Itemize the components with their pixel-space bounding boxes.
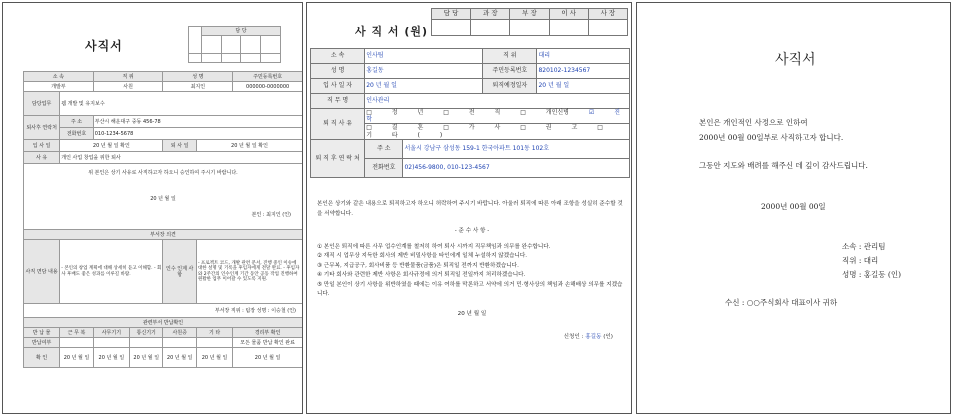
rule-item: ③ 근무복, 지급공구, 회사비품 등 반환물품(금품)은 퇴직일 전까지 반환하겠습니다. <box>317 262 519 269</box>
resignation-form-1 <box>2 2 303 414</box>
rule-item: ④ 기타 회사와 관련한 제반 사항은 회사규정에 의거 퇴직일 전일까지 처리하겠습니다. <box>317 272 526 278</box>
resignation-letter: 사직서 본인은 개인적인 사정으로 인하여 2000년 00월 00일부로 사직하고자 합니다. 그동안 지도와 배려를 해주신 데 깊이 감사드립니다. 2000년 00월 00일 소속 : 관리팀 직위 : 대리 성명 : 홍길동 (인) 수신 : ○○주식회사 대표이사 귀하 <box>636 2 951 414</box>
approval-box: 담 당 <box>188 26 281 63</box>
rule-item: ⑤ 만일 본인이 상기 사항을 위반하였을 때에는 이유 여하를 막론하고 서약에 의거 민·형사상의 책임과 손해배상 의무를 지겠습니다. <box>317 281 623 297</box>
form-table: 소 속 직 위 성 명 주민등록번호 개발부 사원 최지인 000000-0000000 담당업무 웹 개발 및 유지보수 퇴사후 연락처 주 소 부산시 해운대구 중동 456-78 전화번호 010-1234-5678 입 사 일 20 년 월 일 확인 퇴 사 일 20 년 월 일 확인 사 유 개인 사업 창업을 위한 퇴사 위 본인은 상기 사유로 사직하고자 하오니 승인하여 주시기 바랍니다. 20 년 월 일 본인 : 최지인 (인) 부서장 의견 사직 면담 내용 - 본인의 창업 계획에 대해 상세히 듣고 이해함. - 회사 후배도 좋은 성과를 이루길 바람. 인수 인계 사항 - 프로젝트 코드, 개발 관련 문서, 진행 중인 이슈에 대한 설명 및 기록을 후임자에게 전달 완료. - 후임자와 2주간의 인수인계 기간 동안 공동 작업 진행하여 원활한 업무 이어갈 수 있도록 지원. 부서장 직위 : 팀장 성명 : 이승철 (인) 관련부서 반납확인 반 납 물 근 무 복 사무기기 통신기기 사원증 기 타 경리부 확인 반납여부 모든 물품 반납 확인 완료 확 인 20 년 월 일 20 년 월 일 20 년 월 일 20 년 월 일 20 년 월 일 20 년 월 일 <box>23 71 303 368</box>
rule-item: ② 재직 시 업무상 지득한 회사의 제반 비밀사항을 타인에게 일체 누설하지 않겠습니다. <box>317 253 528 259</box>
rule-item: ① 본인은 퇴직에 따른 사무 업수인계를 철저히 하여 퇴사 시까지 직무책임과 의무를 완수합니다. <box>317 243 551 250</box>
page-title: 사직서 <box>775 52 816 68</box>
page-title: 사 직 서 (원) <box>355 25 429 38</box>
page-title: 사직서 <box>85 39 123 53</box>
form-body: 본인은 상기와 같은 내용으로 퇴직하고자 하오니 허락하여 주시기 바랍니다. 아울러 퇴직에 따른 아래 조항을 성실히 준수할 것을 서약합니다. - 준 수 사 항 - ① 본인은 퇴직에 따른 사무 업수인계를 철저히 하여 퇴사 시까지 직무책임과 의무를 완수합니다. ② 재직 시 업무상 지득한 회사의 제반 비밀사항을 타인에게 일체 누설하지 않겠습니다. ③ 근무복, 지급공구, 회사비품 등 반환물품(금품)은 퇴직일 전까지 반환하겠습니다. ④ 기타 회사와 관련한 제반 사항은 회사규정에 의거 퇴직일 전일까지 처리하겠습니다. ⑤ 만일 본인이 상기 사항을 위반하였을 때에는 이유 여하를 막론하고 서약에 의거 민·형사상의 책임과 손해배상 의무를 지겠습니다. 20 년 월 일 신청인 : 홍길동 (인) <box>317 200 627 345</box>
form-table: 소 속 인사팀 직 위 대리 성 명 홍길동 주민등록번호 820102-1234567 입 사 일 자 20 년 월 일 퇴직예정일자 20 년 월 일 직 무 명 인사관리 퇴 직 사 유 □ 정 년 □ 전 직 □ 개인신병 ☑ 진 학 □ 결 혼 □ 가 사 □ 권 고 □ 기 타 ( ) 퇴 직 후 연 락 처 주 소 서울시 강남구 삼성동 159-1 한국아파트 101동 102호 전화번호 02)456-9800, 010-123-4567 <box>310 48 630 178</box>
resignation-form-2 <box>306 2 632 414</box>
approval-box: 담 당 과 장 부 장 이 사 사 장 <box>431 8 628 36</box>
